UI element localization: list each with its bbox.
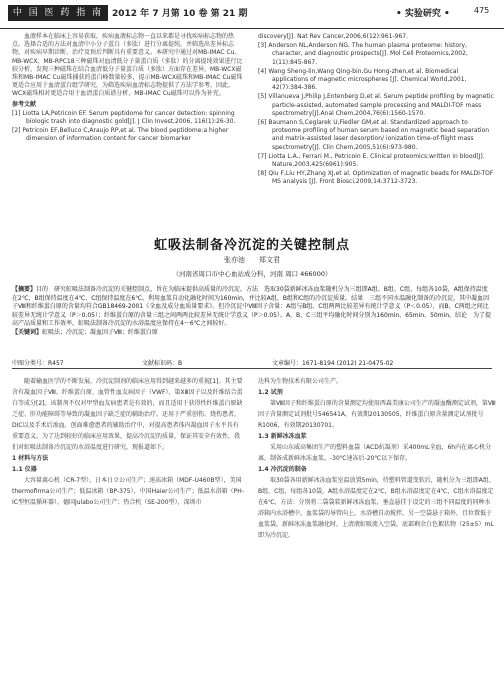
- references-title: 参考文献: [12, 100, 37, 108]
- intro-paragraph: 随着输血医学的不断发展，冷沉淀制剂的临床应用得到越来越多的重视[1]。其主要含有凝血因子Ⅷ、纤维蛋白原、血管性血友病因子（VWF）、第XⅢ因子以及纤维结合蛋白等成分[2]。该制剂不仅对甲型血友病患者是有效的，而且适用于获得性纤维蛋白原缺乏症、肝功能障碍等导致的凝血因子缺乏症的辅助治疗。还用于严重创伤、烧伤患者，DIC以及手术后渗血、创面难愈患者的辅助治疗中，对提高患者体内凝血因子水平具有重要意义。为了达到较好的临床应用效果，提高冷沉淀的质量，保证其安全有效性，我们对虹吸法制备冷沉淀的水浴温度进行研究，现报道如下。: [12, 378, 243, 451]
- abstract-label: 【摘要】: [12, 286, 37, 293]
- subsection-heading: 1.2 试剂: [258, 389, 283, 396]
- article-number: 文章编号：1671-8194 (2012) 21-0475-02: [272, 360, 394, 367]
- reference-item: [1] Liotta LA,Petricoin EF. Serum peptidome for cancer detection: spinning biologic trash into diagnostic gold[J]. J Clin Invest,2006, 116(1):26-30.: [12, 109, 236, 126]
- subsection-heading: 1.1 仪器: [12, 466, 37, 473]
- prev-article-body: 血液样本在临床上容易获取，疾病血液标志物一直以来都是寻找疾病标志物的热点。选择合适的方法对血清中小分子蛋白（多肽）进行分离提纯，并筛选出差异标志物，对疾病早期诊断、治疗及预后判断具有重要意义。本研究中通过对MB-IMAC Cu、MB-WCX、MB-RPC18三种磁珠对血清低分子量蛋白质（多肽）的分离提纯效果进行比较分析，发现三种磁珠在结合血清低分子量蛋白质（多肽）方面存在差异，MB-WCX磁珠和MB-IMAC Cu磁珠捕获的蛋白峰数量较多，提示MB-WCX磁珠和MB-IMAC Cu磁珠更适合应用于血清蛋白组学研究，为筛选疾病血清标志物提供了方法学参考。因此，WCX磁珠相对更适合用于血清蛋白质谱分析，MB-IMAC Cu磁珠可以作为补充。: [12, 33, 243, 98]
- document-code: 文献标识码：B: [142, 360, 183, 367]
- reference-item: [6] Baumann S,Ceglarek U,Fiedler GM,et al. Standardized approach to proteome profiling of human serum based on magnetic bead separation and matrix-assisted laser desorption/ ionization time-of-flight mass spectrometry[J]. Clin Chem,2005,51(6):973-980.: [258, 119, 490, 151]
- article-meta-row: [12, 358, 492, 369]
- issue-info: 2012 年 7 月第 10 卷 第 21 期: [112, 9, 248, 19]
- clc-number: 中图分类号：R457: [12, 360, 64, 367]
- subsection-heading: 1.3 新鲜冰冻血浆: [258, 433, 307, 440]
- reference-item: [7] Liotta L.A., Ferrari M., Petricoin E. Clinical proteomics:written in blood[J]. Nature,2003,425(6961):905.: [258, 152, 485, 169]
- article-title: 虹吸法制备冷沉淀的关键控制点: [153, 238, 350, 253]
- instruments-paragraph: 大容量离心机（CR-7型），日本日立公司生产；速冻冰箱（MDF-U460B型），美国thermofirma公司生产；低温冰箱（BP-375），中国Haier公司生产；低温水浴箱（PH-IC型恒温循环器），德国Julabo公司生产；热合机（SE-200型），深圳市: [12, 477, 244, 506]
- section-tag: • 实验研究 •: [396, 9, 450, 19]
- preparation-paragraph: 取30袋各用新鲜冰冻血浆室温放置5min，待塑料管道变软后，随机分为三组即A组、B组、C组，每组各10袋，A组水浴温度定在2℃，B组水浴温度定在4℃，C组水浴温度定在6℃，方法：分别将二袋袋装新鲜冰冻血浆，垂直悬挂于设定的三组不同温度的同种水浴箱内水浴槽中，血浆袋的导管向上，水浴槽自动搅拌，另一空袋悬于箱外，且位置低于血浆袋，新鲜冰冻血浆融化时，上清液虹吸流入空袋，底部剩余白色絮状物（25±5）mL即为冷沉淀。: [258, 477, 495, 539]
- article-authors: 张亦池 郑文君: [224, 256, 280, 264]
- page-number: 475: [474, 6, 490, 15]
- subsection-heading: 1.4 冷沉淀的制备: [258, 466, 307, 473]
- journal-name: 中 国 医 药 指 南: [8, 5, 108, 21]
- section-heading: 1 材料与方法: [12, 455, 49, 462]
- continued-paragraph: 达科为生物技术有限公司生产。: [258, 378, 343, 385]
- reference-item: [5] Villanueva J,Philip J,Entenberg D,et al. Serum peptide profiling by magnetic particle-assisted, automated sample processing and MALDI-TOF mass spectrometry[J].Anal Chem,2004,76(6):1560-1570.: [258, 93, 494, 117]
- reference-item: [4] Wang Sheng-lin,Wang Qing-bin,Gu Hong-zhen,et al. Biomedical applications of magnetic microspheres [J]. Chemical World,2001, 42(7):384-386.: [258, 67, 467, 92]
- prev-article-right-column: [258, 33, 496, 188]
- reference-item: [8] Qiu F,Liu HY,Zhang XJ,et al. Optimization of magnetic beads for MALDI-TOF MS analysis [J]. Front Biosci,2009,14:3712-3723.: [258, 170, 494, 186]
- plasma-paragraph: 采用山东威高集团生产的塑料血袋（ACD抗凝剂）采400mL全血，6h内在离心机分离，制备成新鲜冰冻血浆，-30℃速冻后-20℃以下保存。: [258, 444, 492, 462]
- prev-article-left-column: [12, 33, 244, 145]
- author-affiliation: （河南省周口市中心血站成分科，河南 周口 466000）: [172, 270, 332, 278]
- page-header: [0, 0, 504, 29]
- keywords-label: 【关键词】: [12, 328, 43, 336]
- article-right-column: [258, 376, 496, 541]
- reference-item: [3] Anderson NL,Anderson NG. The human plasma proteome: history, character, and diagnostic prospects[J]. Mol Cell Proteomics,2002, 1(11):845-867.: [258, 42, 468, 66]
- reference-item: discovery[J]. Nat Rev Cancer,2006,6(12):961-967.: [258, 33, 408, 40]
- article-left-column: [12, 376, 244, 508]
- keywords-text: 虹吸法；冷沉淀；凝血因子Ⅷ；纤维蛋白原: [42, 328, 158, 336]
- abstract-block: [12, 286, 492, 338]
- abstract-text: 目的 研究虹吸法制备冷沉淀的关键控制点，旨在为临床提供高质量的冷沉淀。方法 选取30袋新鲜冰冻血浆随机分为三组即A组、B组、C组，每组各10袋，A组保持温度在2℃，B组保持温度在4℃，C组保持温度在6℃。利用血浆自动化融化时间为160min，并比较A组，B组和C组的冷沉淀质量。结果 三组不同水温融化制备的冷沉淀，其中凝血因子Ⅷ和纤维蛋白原的含量均符合GB18469-2001《全血及成分血质量要求》。但冷沉淀中Ⅷ因子含量：A组与B组、C组两两比较差异有统计学意义（P＜0.05），而B、C两组之间比较差异无统计学意义（P＞0.05）；纤维蛋白原的含量三组之间两两比较差异无统计学意义（P＞0.05）。A、B、C三组平均融化时间分别为160min、65min、50min。结论 为了提高产品质量和工作效率，虹吸法制备冷沉淀的水浴温度应保持在4～6℃之间较好。: [12, 286, 492, 328]
- reagents-paragraph: 第Ⅷ因子和纤维蛋白原的含量测定均使用西森美康公司生产的凝血酶测定试剂，第Ⅷ因子含量测定试剂批号546541A，有效期20130505，纤维蛋白原含量测定试剂批号R1006，有效期20130701。: [258, 400, 496, 429]
- reference-item: [2] Petricoin EF,Belluco C,Araujo RP,et al. The blood peptidome:a higher dimension of information content for cancer biomarker: [12, 127, 229, 143]
